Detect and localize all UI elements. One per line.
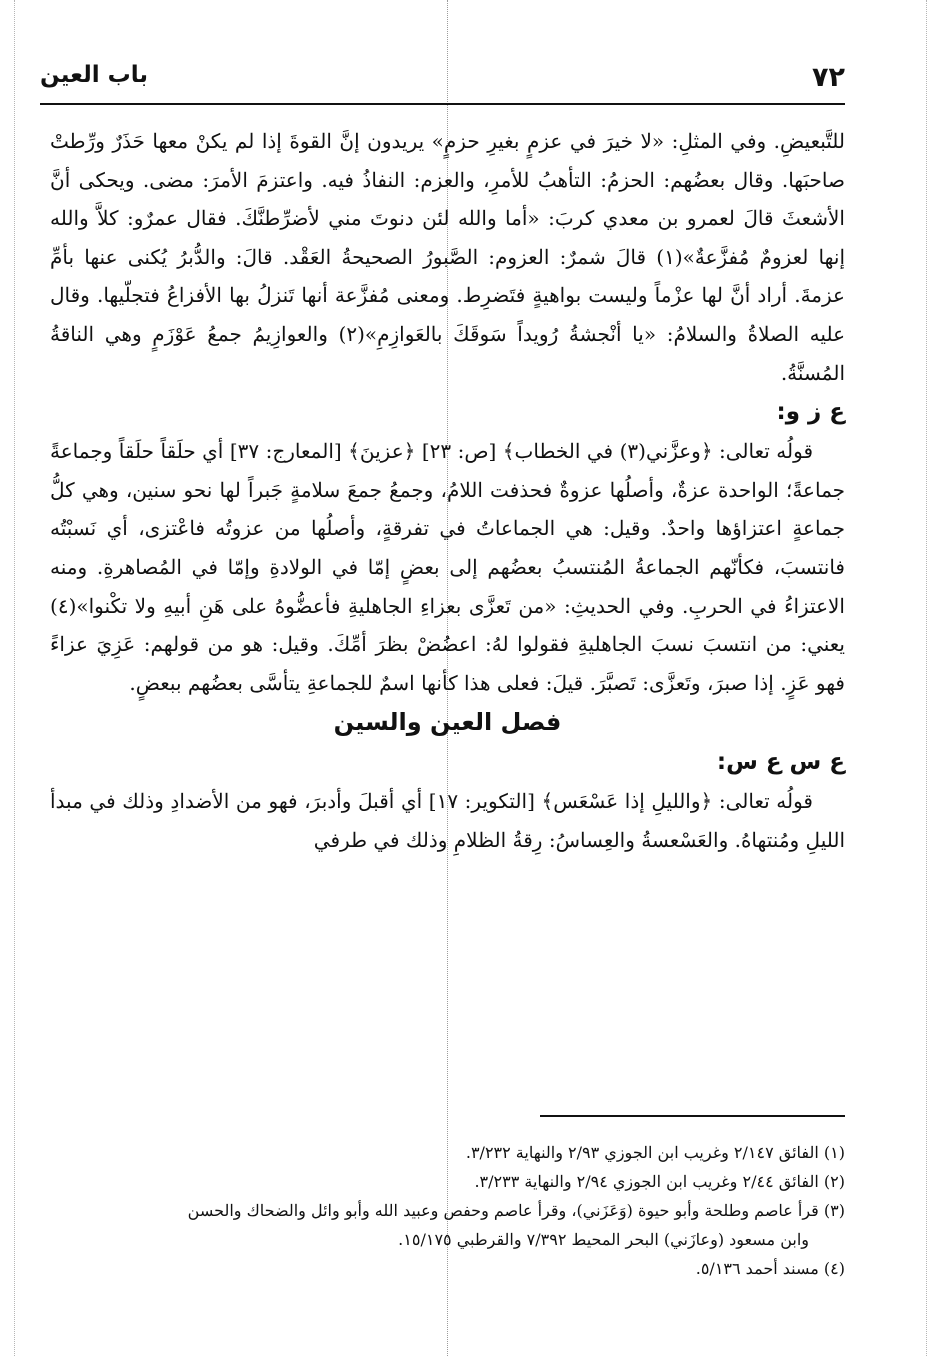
- running-head: باب العين: [40, 62, 148, 88]
- footnote-4: (٤) مسند أحمد ٥/١٣٦.: [695, 1259, 845, 1278]
- root-heading-azw: ع ز و:: [776, 399, 845, 426]
- footnote-3-continued: وابن مسعود (وعازَني) البحر المحيط ٧/٣٩٢ والقرطبي ١٥/١٧٥.: [398, 1230, 809, 1249]
- root-heading-asas: ع س ع س:: [716, 749, 845, 776]
- footnote-rule: [540, 1115, 845, 1117]
- page-edge-left: [14, 0, 15, 1356]
- main-text: [50, 122, 845, 860]
- paragraph-asas: قولُه تعالى: ﴿والليلِ إذا عَسْعَس﴾ [التكوير: ١٧] أي أقبلَ وأدبرَ، فهو من الأضدادِ وذلك في مبدأ الليلِ ومُنتهاهُ. والعَسْعسةُ والعِساسُ: رِقةُ الظلامِ وذلك في طرفي: [50, 789, 845, 852]
- footnote-2: (٢) الفائق ٢/٤٤ وغريب ابن الجوزي ٢/٩٤ والنهاية ٣/٢٣٣.: [474, 1172, 845, 1191]
- footnote-3: (٣) قرأ عاصم وطلحة وأبو حيوة (وَعَزَني)، وقرأ عاصم وحفص وعبيد الله وأبو وائل والضحاك والحسن: [187, 1201, 845, 1220]
- section-title: فصل العين والسين: [333, 708, 562, 737]
- header-rule: [40, 103, 845, 105]
- page-number: ٧٢: [812, 62, 845, 93]
- page-header: [40, 62, 845, 102]
- paragraph-azw: قولُه تعالى: ﴿وعزَّني(٣) في الخطاب﴾ [ص: ٢٣] ﴿عزينَ﴾ [المعارج: ٣٧] أي حلَقاً حلَقاً وجماعةً جماعةً؛ الواحدة عزةٌ، وأصلُها عزوةٌ فحذفت اللامُ، وجمعُ جمعَ سلامةٍ جَبراً لها نحو سنين، وهي كلُّ جماعةٍ اعتزاؤها واحدٌ. وقيل: هي الجماعاتُ في تفرقةٍ، وأصلُها من عزوتُه فاعْتزى، أي نَسبْتُه فانتسبَ، فكأنّهم الجماعةُ المُنتسبُ بعضُهم إلى بعضٍ إمّا في الولادةِ وإمّا في المُصاهرةِ. ومنه الاعتزاءُ في الحربِ. وفي الحديثِ: «من تَعزَّى بعزاءِ الجاهليةِ فأعضُّوهُ على هَنِ أبيهِ ولا تكْنوا»(٤) يعني: من انتسبَ نسبَ الجاهليةِ فقولوا لهُ: اعضُضْ بظرَ أمِّكَ. وقيل: هو من قولهم: عَزِيَ عزاءً فهو عَزٍ. إذا صبرَ، وتَعزَّى: تَصبَّرَ. قيلَ: فعلى هذا كأنها اسمٌ للجماعةِ يتأسَّى بعضُهم ببعضٍ.: [50, 439, 845, 695]
- paragraph-azm: للتَّبعيضِ. وفي المثلِ: «لا خيرَ في عزمٍ بغيرِ حزمٍ» يريدون إنَّ القوةَ إذا لم يكنْ معها حَذَرٌ ورِّطتْ صاحبَها. وقال بعضُهم: الحزمُ: التأهبُ للأمرِ، والعزم: النفاذُ فيه. واعتزمَ الأمرَ: مضى. ويحكى أنَّ الأشعثَ قالَ لعمرو بن معدي كربَ: «أما والله لئن دنوتَ مني لأضرِّطنَّكَ. فقال عمرٌو: كلاَّ والله إنها لعزومٌ مُفزَّعةٌ»(١) قالَ شمرٌ: العزوم: الصَّبورُ الصحيحةُ العَقْد. قالَ: والدُّبرُ يُكنى عنها بأمِّ عزمةَ. أراد أنَّ لها عزْماً وليست بواهيةٍ فتَضرِط. ومعنى مُفزَّعة أنها تَنزلُ بها الأفزاعُ فتجلّيها. وقال عليه الصلاةُ والسلامُ: «يا أنْجشةُ رُويداً سَوقَكَ بالعَوازِمِ»(٢) والعوازِيمُ جمعُ عَوْزَمٍ وهي الناقةُ المُسنَّةُ.: [50, 129, 845, 385]
- page-edge-right: [926, 0, 927, 1356]
- footnote-1: (١) الفائق ٢/١٤٧ وغريب ابن الجوزي ٢/٩٣ والنهاية ٣/٢٣٢.: [465, 1143, 845, 1162]
- footnotes: [50, 1140, 845, 1285]
